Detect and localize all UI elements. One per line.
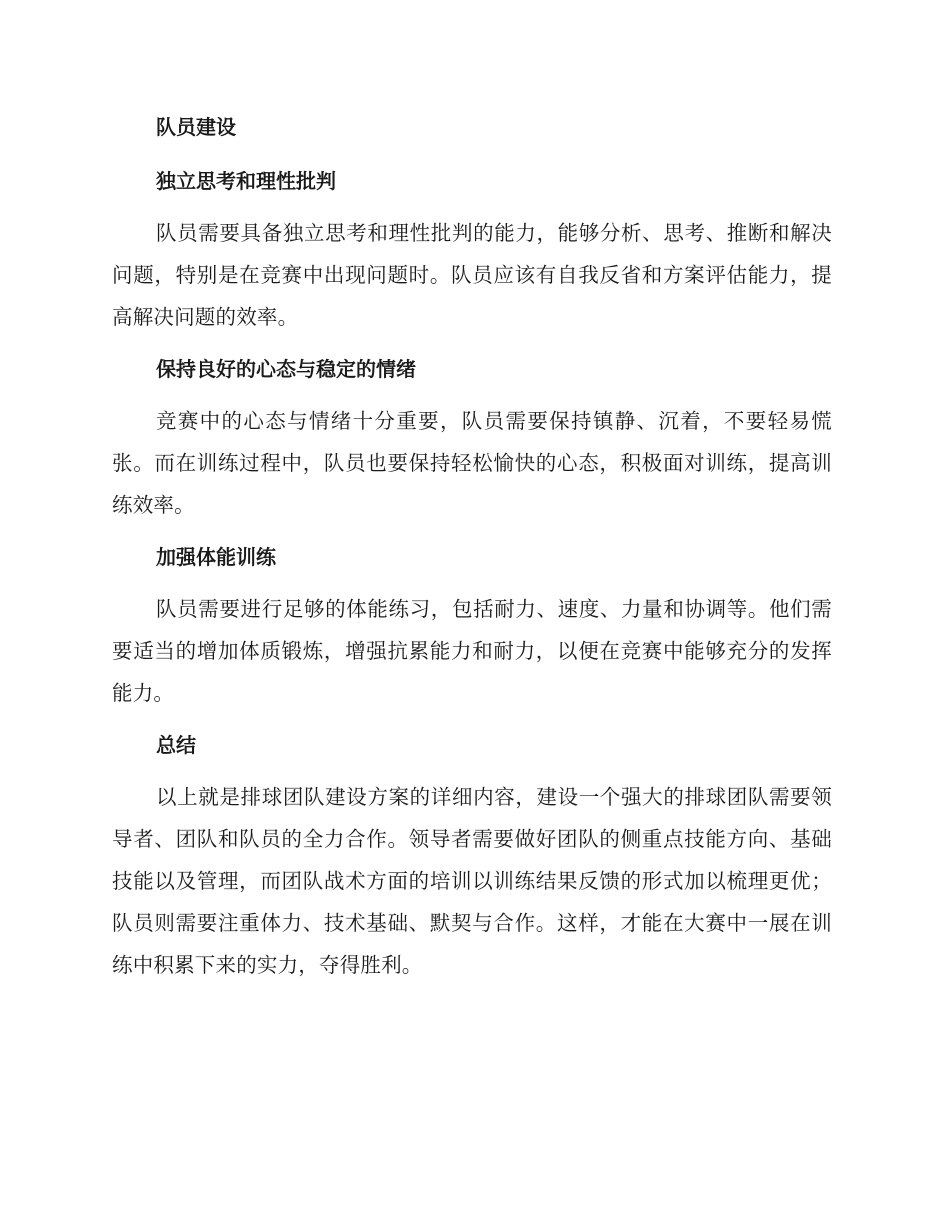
subheading-independent-thinking: 独立思考和理性批判 xyxy=(156,169,336,193)
section-heading-summary: 总结 xyxy=(156,733,196,757)
subheading-mindset: 保持良好的心态与稳定的情绪 xyxy=(156,357,416,381)
section-heading-team-building: 队员建设 xyxy=(156,115,236,139)
paragraph-fitness: 队员需要进行足够的体能练习，包括耐力、速度、力量和协调等。他们需要适当的增加体质锻炼，增强抗累能力和耐力，以便在竞赛中能够充分的发挥能力。 xyxy=(112,597,832,705)
subheading-fitness: 加强体能训练 xyxy=(156,545,276,569)
paragraph-independent-thinking: 队员需要具备独立思考和理性批判的能力，能够分析、思考、推断和解决问题，特别是在竞赛中出现问题时。队员应该有自我反省和方案评估能力，提高解决问题的效率。 xyxy=(112,221,832,329)
document-content xyxy=(112,108,832,998)
paragraph-mindset: 竞赛中的心态与情绪十分重要，队员需要保持镇静、沉着，不要轻易慌张。而在训练过程中，队员也要保持轻松愉快的心态，积极面对训练，提高训练效率。 xyxy=(112,409,832,517)
paragraph-summary: 以上就是排球团队建设方案的详细内容，建设一个强大的排球团队需要领导者、团队和队员的全力合作。领导者需要做好团队的侧重点技能方向、基础技能以及管理，而团队战术方面的培训以训练结果反馈的形式加以梳理更优；队员则需要注重体力、技术基础、默契与合作。这样，才能在大赛中一展在训练中积累下来的实力，夺得胜利。 xyxy=(112,785,832,977)
